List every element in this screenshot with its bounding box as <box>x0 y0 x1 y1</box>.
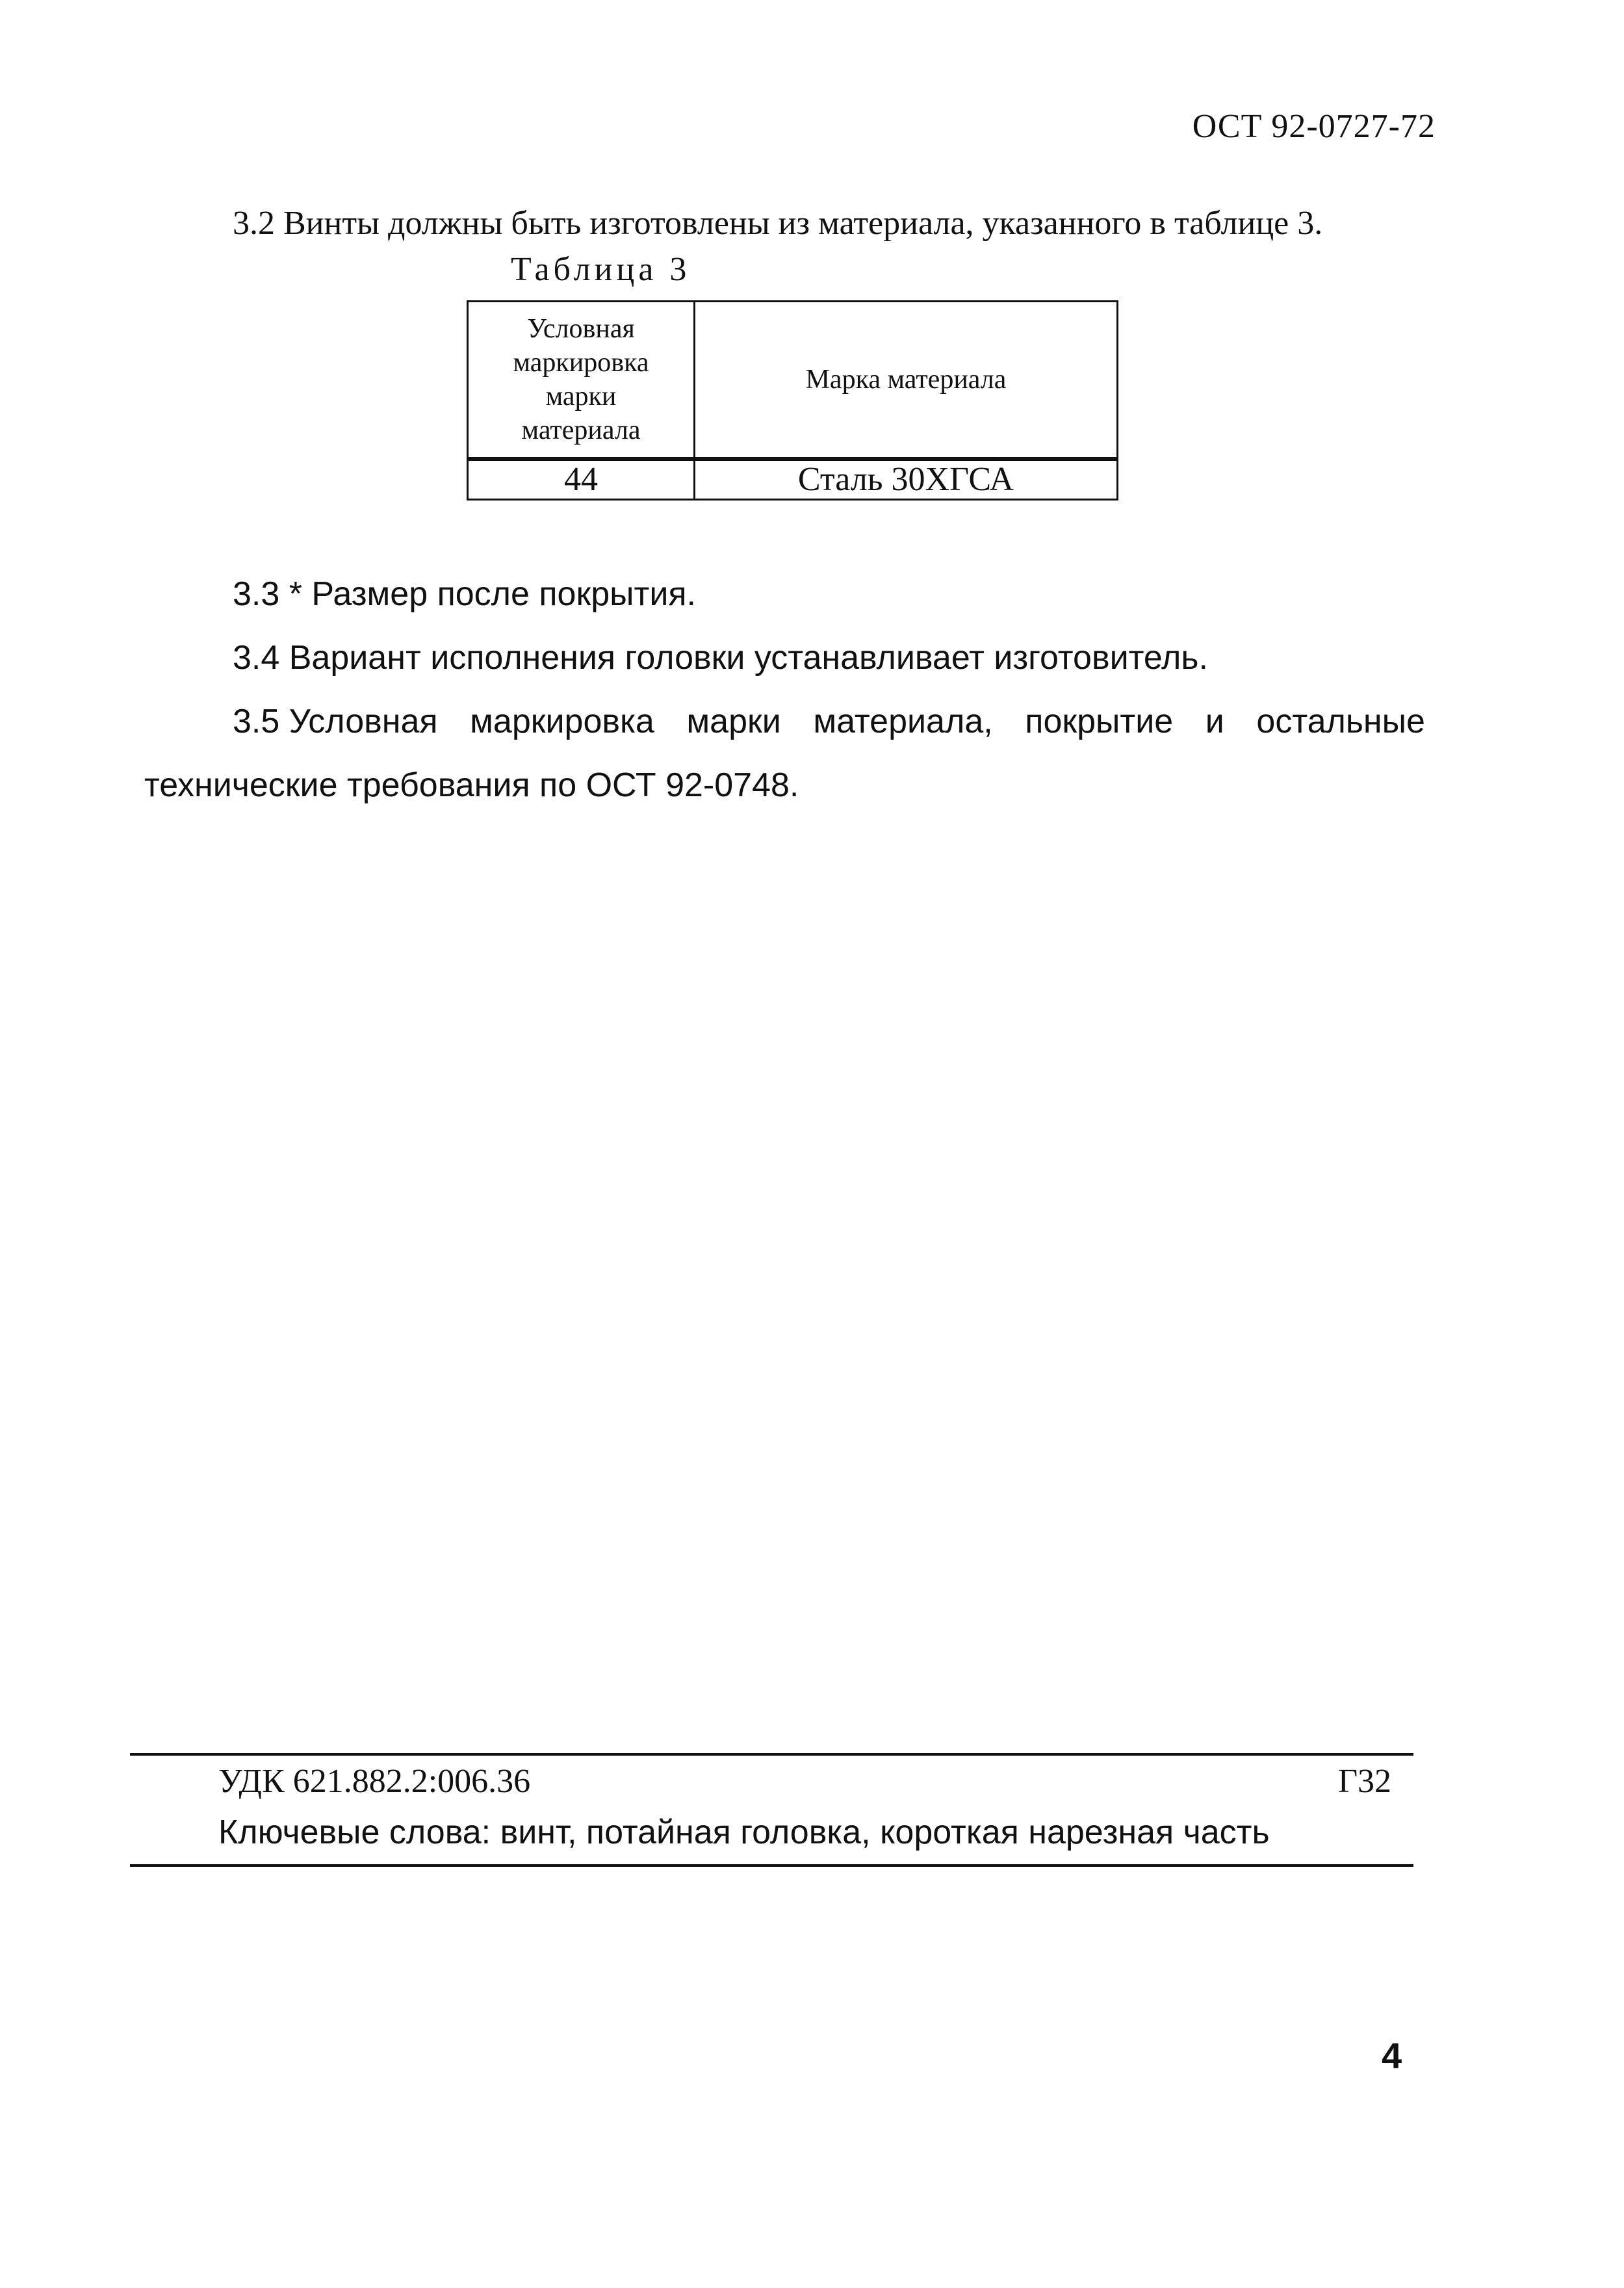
cell-material: Сталь 30ХГСА <box>695 459 1118 500</box>
word: покрытие <box>1025 703 1174 740</box>
table-caption: Таблица 3 <box>511 251 691 288</box>
header-line: Условная <box>527 314 635 344</box>
footer-bottom-rule <box>130 1864 1413 1867</box>
header-line: марки <box>545 382 617 411</box>
keywords-line: Ключевые слова: винт, потайная головка, короткая нарезная часть <box>218 1814 1270 1851</box>
classification-code: Г32 <box>1337 1763 1391 1800</box>
word: 3.5 Условная <box>233 703 438 740</box>
paragraph-3-4: 3.4 Вариант исполнения головки устанавливает изготовитель. <box>233 639 1208 677</box>
header-line: материала <box>521 415 641 445</box>
header-material-grade: Марка материала <box>695 302 1118 460</box>
udk-code: УДК 621.882.2:006.36 <box>218 1763 531 1800</box>
word: марки <box>686 703 781 740</box>
word: материала, <box>813 703 993 740</box>
header-conventional-marking <box>468 302 695 460</box>
paragraph-3-3: 3.3 * Размер после покрытия. <box>233 575 696 613</box>
paragraph-3-5-line-1 <box>233 690 1425 753</box>
table-header-row <box>468 302 1118 460</box>
material-table <box>467 300 1118 500</box>
paragraph-3-2: 3.2 Винты должны быть изготовлены из материала, указанного в таблице 3. <box>233 205 1323 242</box>
page-number: 4 <box>1382 2035 1402 2076</box>
table-row <box>468 459 1118 500</box>
header-line: маркировка <box>513 348 649 378</box>
word: и <box>1205 703 1224 740</box>
paragraph-3-5-line-2: технические требования по ОСТ 92-0748. <box>144 766 799 804</box>
word: остальные <box>1256 703 1425 740</box>
cell-marking-code: 44 <box>468 459 695 500</box>
word: маркировка <box>470 703 654 740</box>
document-code: ОСТ 92-0727-72 <box>1192 108 1436 145</box>
